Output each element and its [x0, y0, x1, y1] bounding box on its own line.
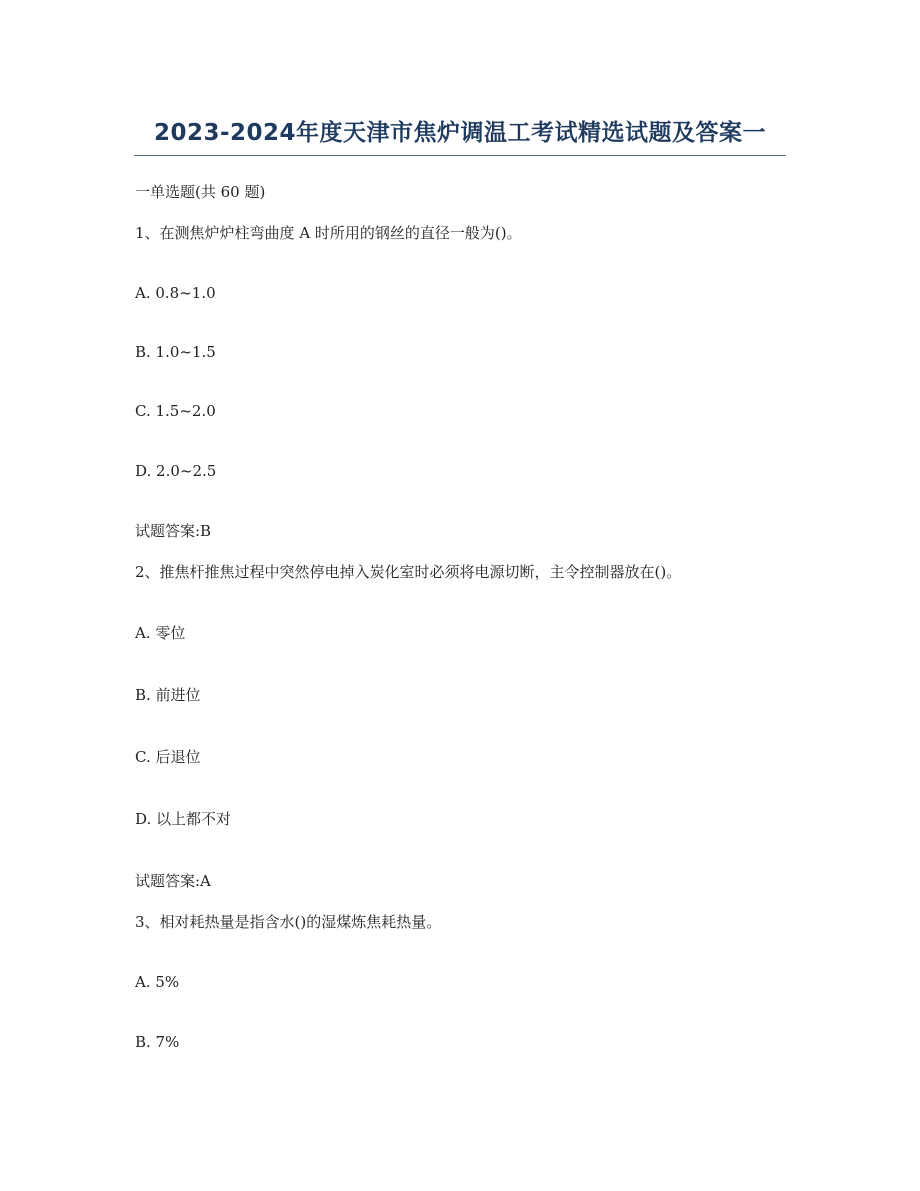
title-underline: [134, 155, 786, 156]
document-title: 2023-2024年度天津市焦炉调温工考试精选试题及答案一: [153, 120, 767, 146]
question-1-answer: 试题答案:B: [135, 522, 212, 540]
question-1-option-a: A. 0.8~1.0: [135, 284, 216, 302]
section-heading: 一单选题(共 60 题): [135, 183, 266, 201]
question-2-option-a: A. 零位: [135, 624, 186, 642]
question-3-option-b: B. 7%: [135, 1033, 180, 1051]
question-2-option-c: C. 后退位: [135, 748, 201, 766]
question-1-option-d: D. 2.0~2.5: [135, 462, 217, 480]
question-2-option-d: D. 以上都不对: [135, 810, 232, 828]
question-2-stem: 2、推焦杆推焦过程中突然停电掉入炭化室时必须将电源切断，主令控制器放在()。: [135, 563, 682, 581]
question-1-option-c: C. 1.5~2.0: [135, 402, 216, 420]
question-3-stem: 3、相对耗热量是指含水()的湿煤炼焦耗热量。: [135, 913, 442, 931]
question-2-option-b: B. 前进位: [135, 686, 201, 704]
question-1-option-b: B. 1.0~1.5: [135, 343, 216, 361]
question-2-answer: 试题答案:A: [135, 872, 211, 890]
question-1-stem: 1、在测焦炉炉柱弯曲度 A 时所用的钢丝的直径一般为()。: [135, 224, 522, 242]
question-3-option-a: A. 5%: [135, 973, 180, 991]
